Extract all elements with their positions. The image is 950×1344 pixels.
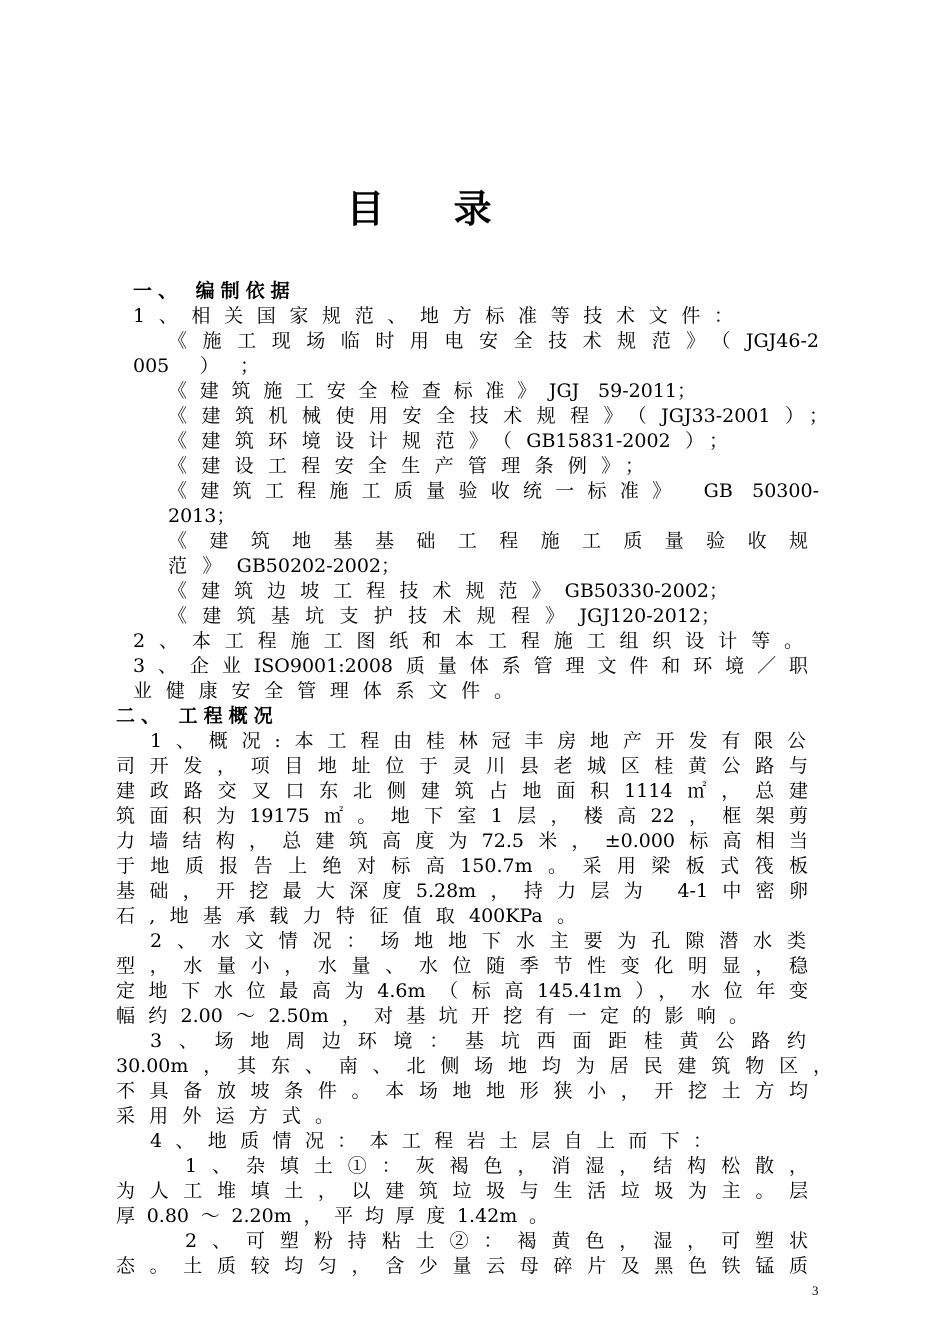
text-line: 范》GB50202-2002； [168,555,400,577]
text-line: 《建设工程安全生产管理条例》； [168,455,644,477]
text-line: 《建筑工程施工质量验收统一标准》 GB 50300- [168,480,819,502]
text-line: 1、杂填土①：灰褐色，消湿，结构松散， [185,1155,808,1177]
text-line: 1、概况:本工程由桂林冠丰房地产开发有限公 [150,730,806,752]
text-line: 《建筑地基基础工程施工质量验收规 [168,530,808,552]
text-line: 1、相关国家规范、地方标准等技术文件： [133,305,733,327]
text-line: 4、地质情况：本工程岩土层自上而下： [150,1130,712,1152]
section-heading-2: 二、 工程概况 [116,705,279,727]
text-line: 幅约2.00～2.50m，对基坑开挖有一定的影响。 [116,1005,748,1027]
text-line: 《建筑机械使用安全技术规程》（JGJ33-2001）； [168,405,828,427]
text-line: 30.00m，其东、南、北侧场地均为居民建筑物区， [116,1055,832,1077]
text-line: 《建筑施工安全检查标准》JGJ 59-2011； [168,380,696,402]
text-line: 3、企业ISO9001:2008质量体系管理文件和环境／职 [133,655,808,677]
text-line: 《建筑基坑支护技术规程》JGJ120-2012； [168,605,720,627]
text-line: 于地质报告上绝对标高150.7m。采用梁板式筏板 [116,855,808,877]
text-line: 005）； [133,355,259,377]
text-line: 筑面积为19175㎡。地下室1层，楼高22，框架剪 [116,805,808,827]
text-line: 不具备放坡条件。本场地地形狭小，开挖土方均 [116,1080,808,1102]
text-line: 建政路交叉口东北侧建筑占地面积1114㎡，总建 [116,780,808,802]
text-line: 型，水量小，水量、水位随季节性变化明显，稳 [116,955,808,977]
text-line: 业健康安全管理体系文件。 [133,680,513,702]
text-line: 2013； [168,505,236,527]
text-line: 为人工堆填土，以建筑垃圾与生活垃圾为主。层 [116,1180,808,1202]
text-line: 《建筑边坡工程技术规范》GB50330-2002； [168,580,728,602]
text-line: 基础，开挖最大深度5.28m，持力层为 4-1中密卵 [116,880,808,902]
text-line: 2、可塑粉持粘土②：褐黄色，湿，可塑状 [185,1230,808,1252]
text-line: 定地下水位最高为4.6m（标高145.41m），水位年变 [116,980,808,1002]
text-line: 石,地基承载力特征值取400KPa。 [116,905,576,927]
page-title: 目 录 [346,187,520,231]
section-heading-1: 一、 编制依据 [133,280,296,302]
text-line: 态。土质较均匀，含少量云母碎片及黑色铁锰质 [116,1255,808,1277]
text-line: 《施工现场临时用电安全技术规范》（JGJ46-2 [168,330,819,352]
text-line: 厚0.80～2.20m，平均厚度1.42m。 [116,1205,548,1227]
text-line: 采用外运方式。 [116,1105,334,1127]
text-line: 2、水文情况：场地地下水主要为孔隙潜水类 [150,930,806,952]
text-line: 力墙结构，总建筑高度为72.5米，±0.000标高相当 [116,830,808,852]
page-number: 3 [812,1283,819,1298]
text-line: 2、本工程施工图纸和本工程施工组织设计等。 [133,630,803,652]
text-line: 司开发，项目地址位于灵川县老城区桂黄公路与 [116,755,808,777]
text-line: 3、场地周边环境：基坑西面距桂黄公路约 [150,1030,806,1052]
text-line: 《建筑环境设计规范》（GB15831-2002）； [168,430,728,452]
